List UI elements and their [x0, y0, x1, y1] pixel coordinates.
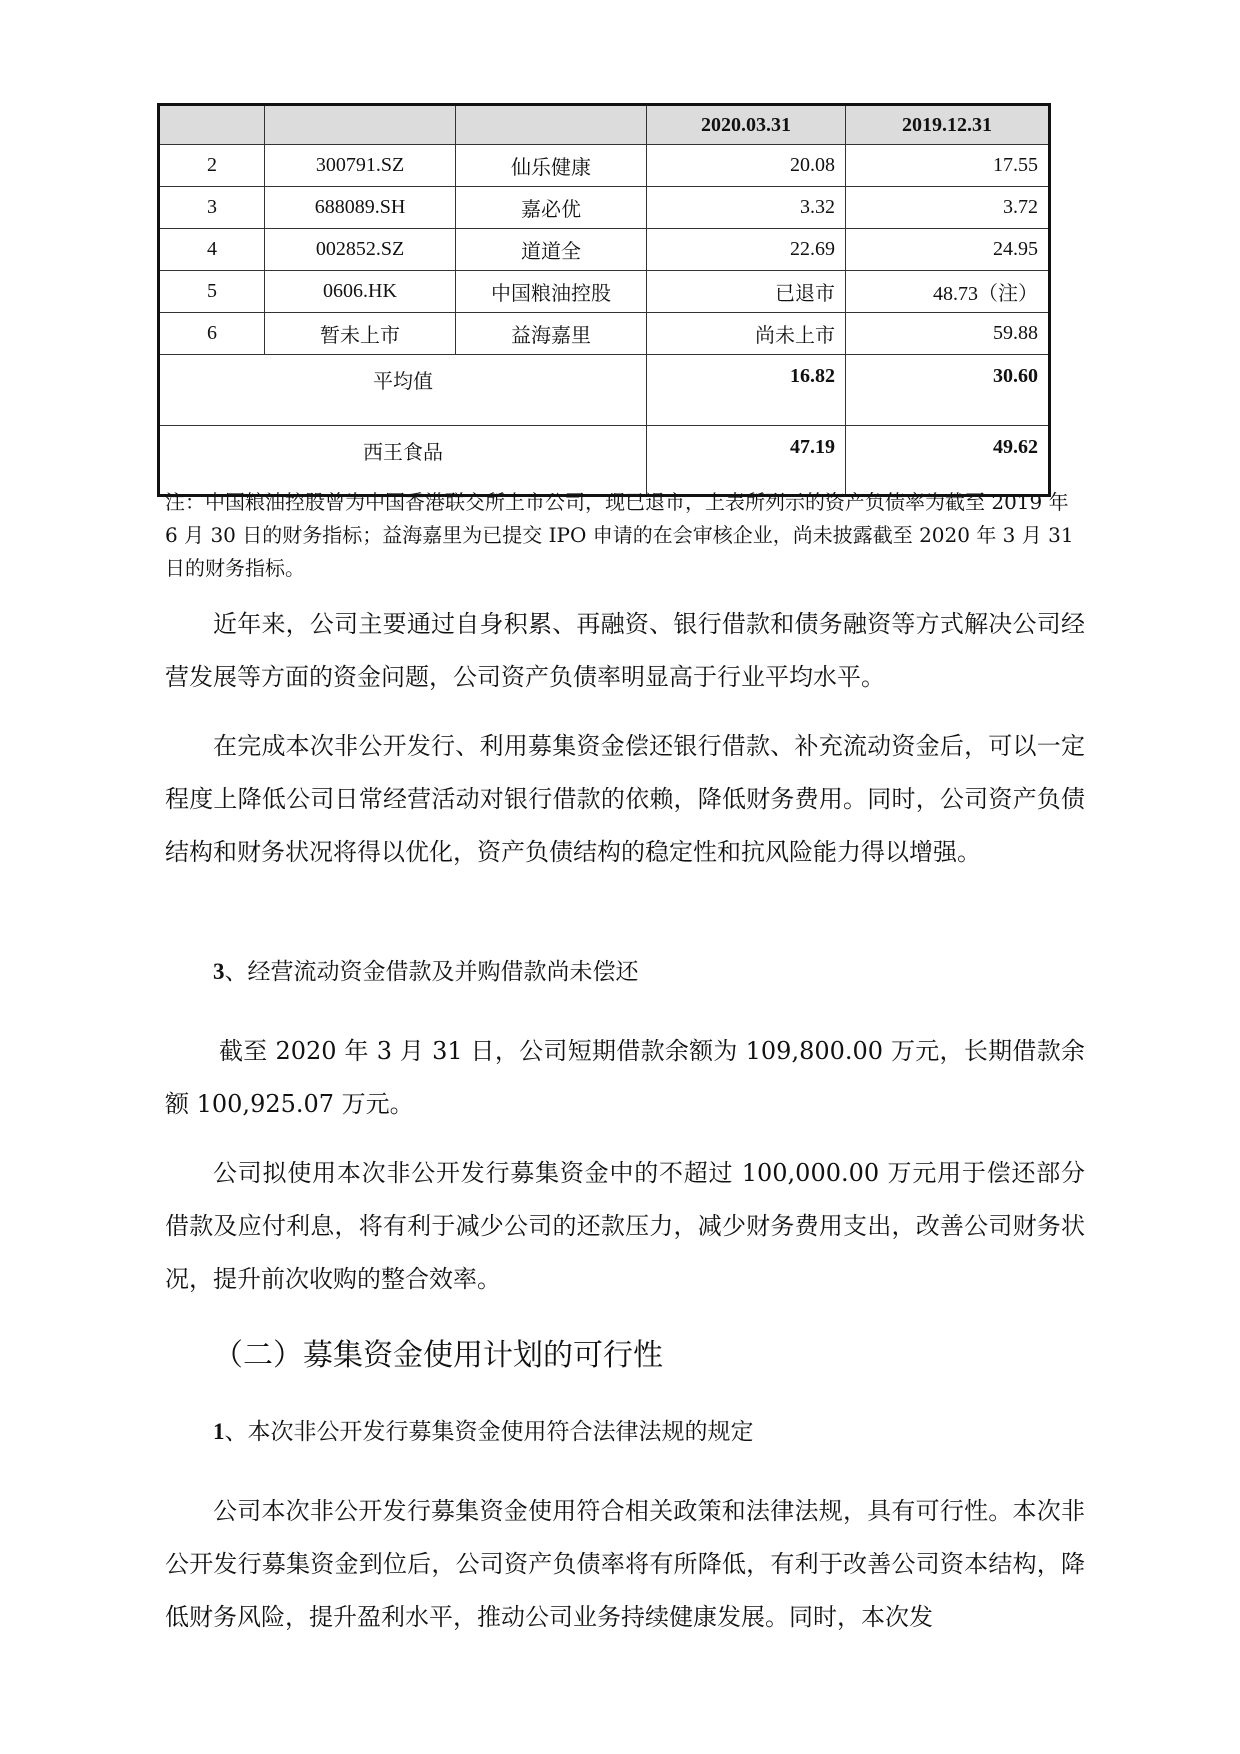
header-2019: 2019.12.31: [846, 105, 1050, 145]
heading-text: 、本次非公开发行募集资金使用符合法律法规的规定: [224, 1419, 754, 1445]
row-number: 6: [159, 313, 265, 355]
stock-code: 0606.HK: [265, 271, 456, 313]
stock-code: 688089.SH: [265, 187, 456, 229]
table-row: [159, 229, 1050, 271]
value-2019: 24.95: [846, 229, 1050, 271]
table-row: [159, 271, 1050, 313]
paragraph: 公司本次非公开发行募集资金使用符合相关政策和法律法规，具有可行性。本次非公开发行募集资金到位后，公司资产负债率将有所降低，有利于改善公司资本结构，降低财务风险，提升盈利水平，推动公司业务持续健康发展。同时，本次发: [165, 1497, 1085, 1631]
header-2020: 2020.03.31: [647, 105, 846, 145]
section-heading-1: [213, 1413, 754, 1446]
table-note: 注：中国粮油控股曾为中国香港联交所上市公司，现已退市，上表所列示的资产负债率为截至 2019 年 6 月 30 日的财务指标；益海嘉里为已提交 IPO 申请的在会审核企业，尚未披露截至 2020 年 3 月 31 日的财务指标。: [165, 490, 1074, 580]
header-cell: [265, 105, 456, 145]
company-2019: 49.62: [846, 426, 1050, 496]
row-number: 5: [159, 271, 265, 313]
stock-code: 002852.SZ: [265, 229, 456, 271]
company-label: 西王食品: [159, 426, 647, 496]
company-row: [159, 426, 1050, 496]
header-cell: [159, 105, 265, 145]
company-name: 仙乐健康: [456, 145, 647, 187]
average-2020: 16.82: [647, 355, 846, 426]
paragraph: 在完成本次非公开发行、利用募集资金偿还银行借款、补充流动资金后，可以一定程度上降低公司日常经营活动对银行借款的依赖，降低财务费用。同时，公司资产负债结构和财务状况将得以优化，资产负债结构的稳定性和抗风险能力得以增强。: [165, 732, 1085, 866]
row-number: 3: [159, 187, 265, 229]
value-2019: 3.72: [846, 187, 1050, 229]
value-2020: 3.32: [647, 187, 846, 229]
value-2019: 59.88: [846, 313, 1050, 355]
value-2020: 22.69: [647, 229, 846, 271]
value-2019: 48.73（注）: [846, 271, 1050, 313]
table-row: [159, 313, 1050, 355]
value-2020: 尚未上市: [647, 313, 846, 355]
value-2019: 17.55: [846, 145, 1050, 187]
section-heading-2: （二）募集资金使用计划的可行性: [213, 1338, 663, 1373]
average-2019: 30.60: [846, 355, 1050, 426]
value-2020: 已退市: [647, 271, 846, 313]
debt-ratio-table: [157, 103, 1051, 497]
average-label: 平均值: [159, 355, 647, 426]
company-name: 中国粮油控股: [456, 271, 647, 313]
table-row: [159, 145, 1050, 187]
value-2020: 20.08: [647, 145, 846, 187]
company-name: 嘉必优: [456, 187, 647, 229]
row-number: 2: [159, 145, 265, 187]
heading-text: 、经营流动资金借款及并购借款尚未偿还: [224, 959, 639, 985]
heading-number: 1: [213, 1419, 225, 1444]
paragraph: 公司拟使用本次非公开发行募集资金中的不超过 100,000.00 万元用于偿还部分借款及应付利息，将有利于减少公司的还款压力，减少财务费用支出，改善公司财务状况，提升前次收购的整合效率。: [165, 1159, 1085, 1293]
average-row: [159, 355, 1050, 426]
paragraph: 近年来，公司主要通过自身积累、再融资、银行借款和债务融资等方式解决公司经营发展等方面的资金问题，公司资产负债率明显高于行业平均水平。: [165, 610, 1085, 691]
stock-code: 300791.SZ: [265, 145, 456, 187]
heading-number: 3: [213, 959, 225, 984]
table-header-row: [159, 105, 1050, 145]
header-cell: [456, 105, 647, 145]
table-row: [159, 187, 1050, 229]
company-2020: 47.19: [647, 426, 846, 496]
company-name: 益海嘉里: [456, 313, 647, 355]
section-heading-3: [213, 953, 639, 986]
company-name: 道道全: [456, 229, 647, 271]
paragraph: 截至 2020 年 3 月 31 日，公司短期借款余额为 109,800.00 万元，长期借款余额 100,925.07 万元。: [165, 1037, 1085, 1118]
row-number: 4: [159, 229, 265, 271]
stock-code: 暂未上市: [265, 313, 456, 355]
